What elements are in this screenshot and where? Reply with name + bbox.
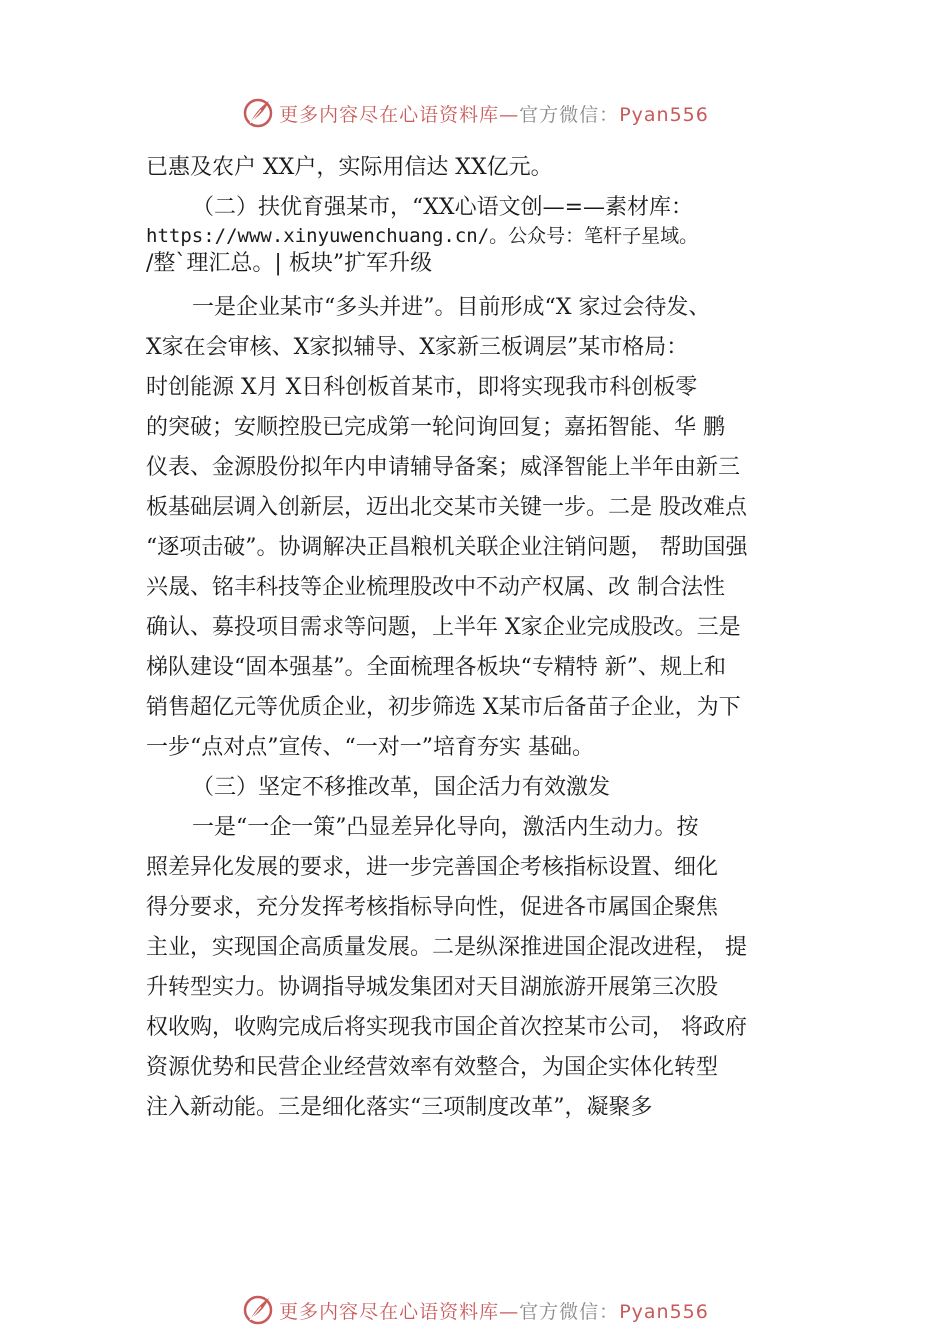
banner-slogan: 更多内容尽在心语资料库—	[279, 103, 520, 126]
text-line: 确认、募投项目需求等问题，上半年 X家企业完成股改。三是	[146, 615, 741, 640]
section-heading: （三）坚定不移推改革，国企活力有效激发	[192, 775, 611, 800]
text-line: 兴晟、铭丰科技等企业梳理股改中不动产权属、改 制合法性	[146, 575, 725, 600]
footer-watermark-banner	[0, 1290, 950, 1330]
url-line: https://www.xinyuwenchuang.cn/。公众号：笔杆子星域。	[146, 225, 699, 247]
text-line: 的突破；安顺控股已完成第一轮问询回复；嘉拓智能、华 鹏	[146, 415, 725, 440]
text-line: “逐项击破”。协调解决正昌粮机关联企业注销问题， 帮助国强	[146, 535, 748, 560]
section-heading: （二）扶优育强某市，“XX心语文创—=—素材库：	[192, 195, 694, 220]
paragraph-start: 一是“一企一策”凸显差异化导向，激活内生动力。按	[192, 815, 699, 840]
text-line: 梯队建设“固本强基”。全面梳理各板块“专精特 新”、规上和	[146, 655, 726, 680]
quill-logo-icon	[241, 1293, 275, 1327]
text-line: 照差异化发展的要求，进一步完善国企考核指标设置、细化	[146, 855, 719, 880]
header-watermark-banner	[0, 93, 950, 133]
text-line: 资源优势和民营企业经营效率有效整合，为国企实体化转型	[146, 1055, 719, 1080]
banner-wechat-label: 官方微信：	[519, 1300, 620, 1323]
text-line: 升转型实力。协调指导城发集团对天目湖旅游开展第三次股	[146, 975, 719, 1000]
document-body	[146, 148, 836, 1128]
banner-wechat-label: 官方微信：	[519, 103, 620, 126]
banner-slogan: 更多内容尽在心语资料库—	[279, 1300, 520, 1323]
text-line: 注入新动能。三是细化落实“三项制度改革”，凝聚多	[146, 1095, 653, 1120]
banner-text	[279, 100, 709, 127]
banner-wechat-id: Pyan556	[619, 103, 709, 126]
text-line: 得分要求，充分发挥考核指标导向性，促进各市属国企聚焦	[146, 895, 719, 920]
text-line: X家在会审核、X家拟辅导、X家新三板调层”某市格局：	[146, 335, 689, 360]
text-line: 一步“点对点”宣传、“一对一”培育夯实 基础。	[146, 735, 594, 760]
text-line: 权收购，收购完成后将实现我市国企首次控某市公司， 将政府	[146, 1015, 747, 1040]
paragraph-start: 一是企业某市“多头并进”。目前形成“X 家过会待发、	[192, 295, 711, 320]
text-line: /整`理汇总。| 板块”扩军升级	[146, 251, 433, 276]
text-line: 销售超亿元等优质企业，初步筛选 X某市后备苗子企业，为下	[146, 695, 741, 720]
text-line: 仪表、金源股份拟年内申请辅导备案；威泽智能上半年由新三	[146, 455, 741, 480]
text-line: 时创能源 X月 X日科创板首某市，即将实现我市科创板零	[146, 375, 698, 400]
text-line: 已惠及农户 XX户，实际用信达 XX亿元。	[146, 155, 553, 180]
text-line: 主业，实现国企高质量发展。二是纵深推进国企混改进程， 提	[146, 935, 747, 960]
text-line: 板基础层调入创新层，迈出北交某市关键一步。二是 股改难点	[146, 495, 747, 520]
banner-text	[279, 1297, 709, 1324]
quill-logo-icon	[241, 96, 275, 130]
banner-wechat-id: Pyan556	[619, 1300, 709, 1323]
